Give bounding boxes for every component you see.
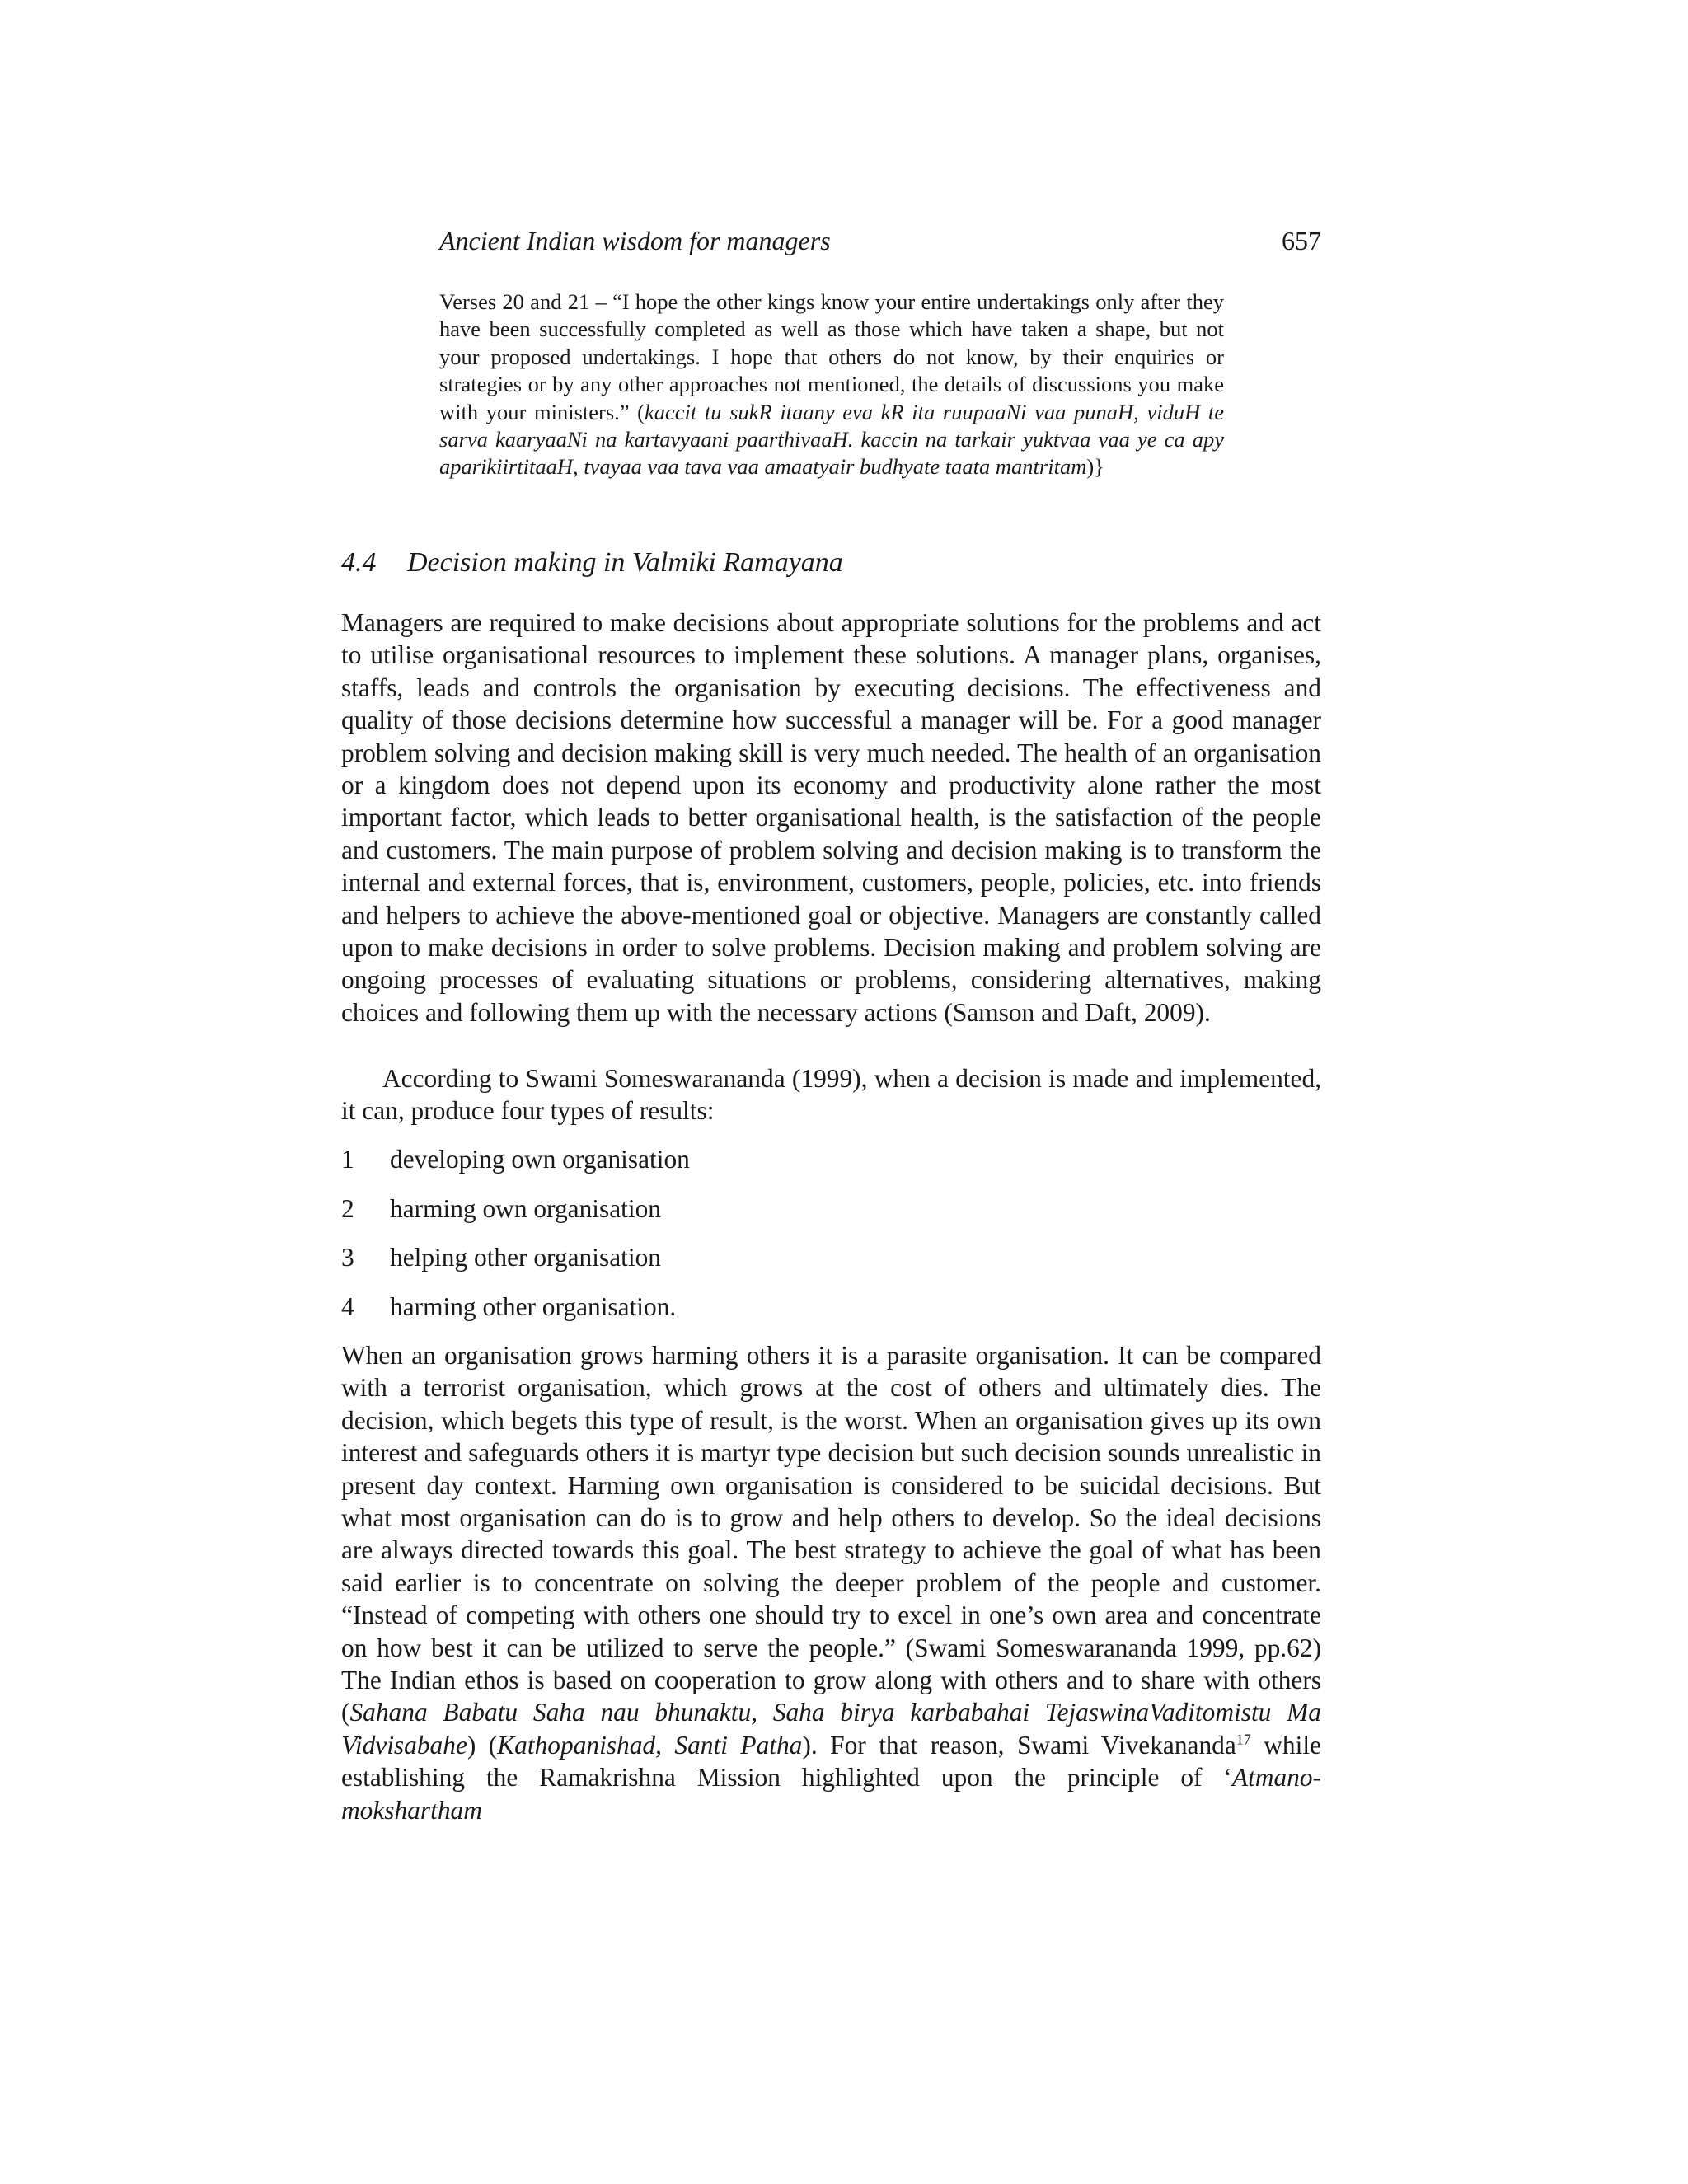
list-item-text: helping other organisation	[390, 1243, 661, 1272]
principle-text: Atmano-mokshartham	[341, 1763, 1321, 1825]
section-number: 4.4	[341, 547, 377, 578]
list-item-number: 3	[341, 1243, 354, 1272]
list-item-text: developing own organisation	[390, 1145, 690, 1174]
mantra-text: Sahana Babatu Saha nau bhunaktu, Saha birya karbabahai TejaswinaVaditomistu Ma Vidvisabahe	[341, 1698, 1321, 1760]
quote-text: Verses 20 and 21 – “I hope the other kings know your entire undertakings only after they have been successfully completed as well as those which have taken a shape, but not your proposed undertakings. I hope that others do not know, by their enquiries or strategies or by any other approaches not mentioned, the details of discussions you make with your ministers.” (	[439, 289, 1224, 424]
paragraph-text-run: ) (	[467, 1730, 498, 1760]
list-item	[341, 1143, 1321, 1193]
running-head-title: Ancient Indian wisdom for managers	[439, 226, 831, 255]
running-head	[439, 224, 1321, 257]
paragraph-text: According to Swami Someswarananda (1999), when a decision is made and implemented, it can, produce four types of results:	[341, 1064, 1321, 1126]
paragraph-text-run: ). For that reason, Swami Vivekananda	[802, 1730, 1236, 1760]
section-title: Decision making in Valmiki Ramayana	[407, 547, 843, 578]
quote-close: )}	[1086, 454, 1104, 480]
body-paragraph	[341, 1339, 1321, 1826]
quote-transliteration: kaccit tu sukR itaany eva kR ita ruupaaNi vaa punaH, viduH te sarva kaaryaaNi na kartavyaani paarthivaaH. kaccin na tarkair yuktvaa vaa ye ca apy aparikiirtitaaH, tvayaa vaa tava vaa amaatyair budhyate taata mantritam	[439, 399, 1224, 480]
verse-quote	[439, 288, 1224, 481]
list-item-text: harming other organisation.	[390, 1291, 677, 1321]
list-item	[341, 1291, 1321, 1340]
list-item-text: harming own organisation	[390, 1193, 661, 1223]
body-paragraph	[341, 1062, 1321, 1127]
paragraph-text	[341, 1339, 1321, 1826]
list-item-number: 2	[341, 1193, 354, 1223]
body-paragraph	[341, 607, 1321, 1029]
list-item	[341, 1193, 1321, 1242]
source-citation: Kathopanishad, Santi Patha	[497, 1730, 803, 1760]
paragraph-text-run: When an organisation grows harming others it is a parasite organisation. It can be compared with a terrorist organisation, which grows at the cost of others and ultimately dies. The decision, which begets this type of result, is the worst. When an organisation gives up its own interest and safeguards others it is martyr type decision but such decision sounds unrealistic in present day context. Harming own organisation is considered to be suicidal decisions. But what most organisation can do is to grow and help others to develop. So the ideal decisions are always directed towards this goal. The best strategy to achieve the goal of what has been said earlier is to concentrate on solving the deeper problem of the people and customer. “Instead of competing with others one should try to excel in one’s own area and concentrate on how best it can be utilized to serve the people.” (Swami Someswarananda 1999, pp.62) The Indian ethos is based on cooperation to grow along with others and to share with others (	[341, 1341, 1321, 1727]
page-number: 657	[1282, 226, 1321, 255]
list-item	[341, 1241, 1321, 1291]
list-item-number: 4	[341, 1291, 354, 1321]
footnote-marker[interactable]: 17	[1236, 1731, 1251, 1748]
paragraph-text-run: while establishing the Ramakrishna Mission highlighted upon the principle of ‘	[341, 1730, 1321, 1793]
paragraph-text: Managers are required to make decisions about appropriate solutions for the problems and act to utilise organisational resources to implement these solutions. A manager plans, organises, staffs, leads and controls the organisation by executing decisions. The effectiveness and quality of those decisions determine how successful a manager will be. For a good manager problem solving and decision making skill is very much needed. The health of an organisation or a kingdom does not depend upon its economy and productivity alone rather the most important factor, which leads to better organisational health, is the satisfaction of the people and customers. The main purpose of problem solving and decision making is to transform the internal and external forces, that is, environment, customers, people, policies, etc. into friends and helpers to achieve the above-mentioned goal or objective. Managers are constantly called upon to make decisions in order to solve problems. Decision making and problem solving are ongoing processes of evaluating situations or problems, considering alternatives, making choices and following them up with the necessary actions (Samson and Daft, 2009).	[341, 608, 1321, 1027]
section-heading	[341, 546, 843, 579]
results-list	[341, 1143, 1321, 1339]
list-item-number: 1	[341, 1145, 354, 1174]
